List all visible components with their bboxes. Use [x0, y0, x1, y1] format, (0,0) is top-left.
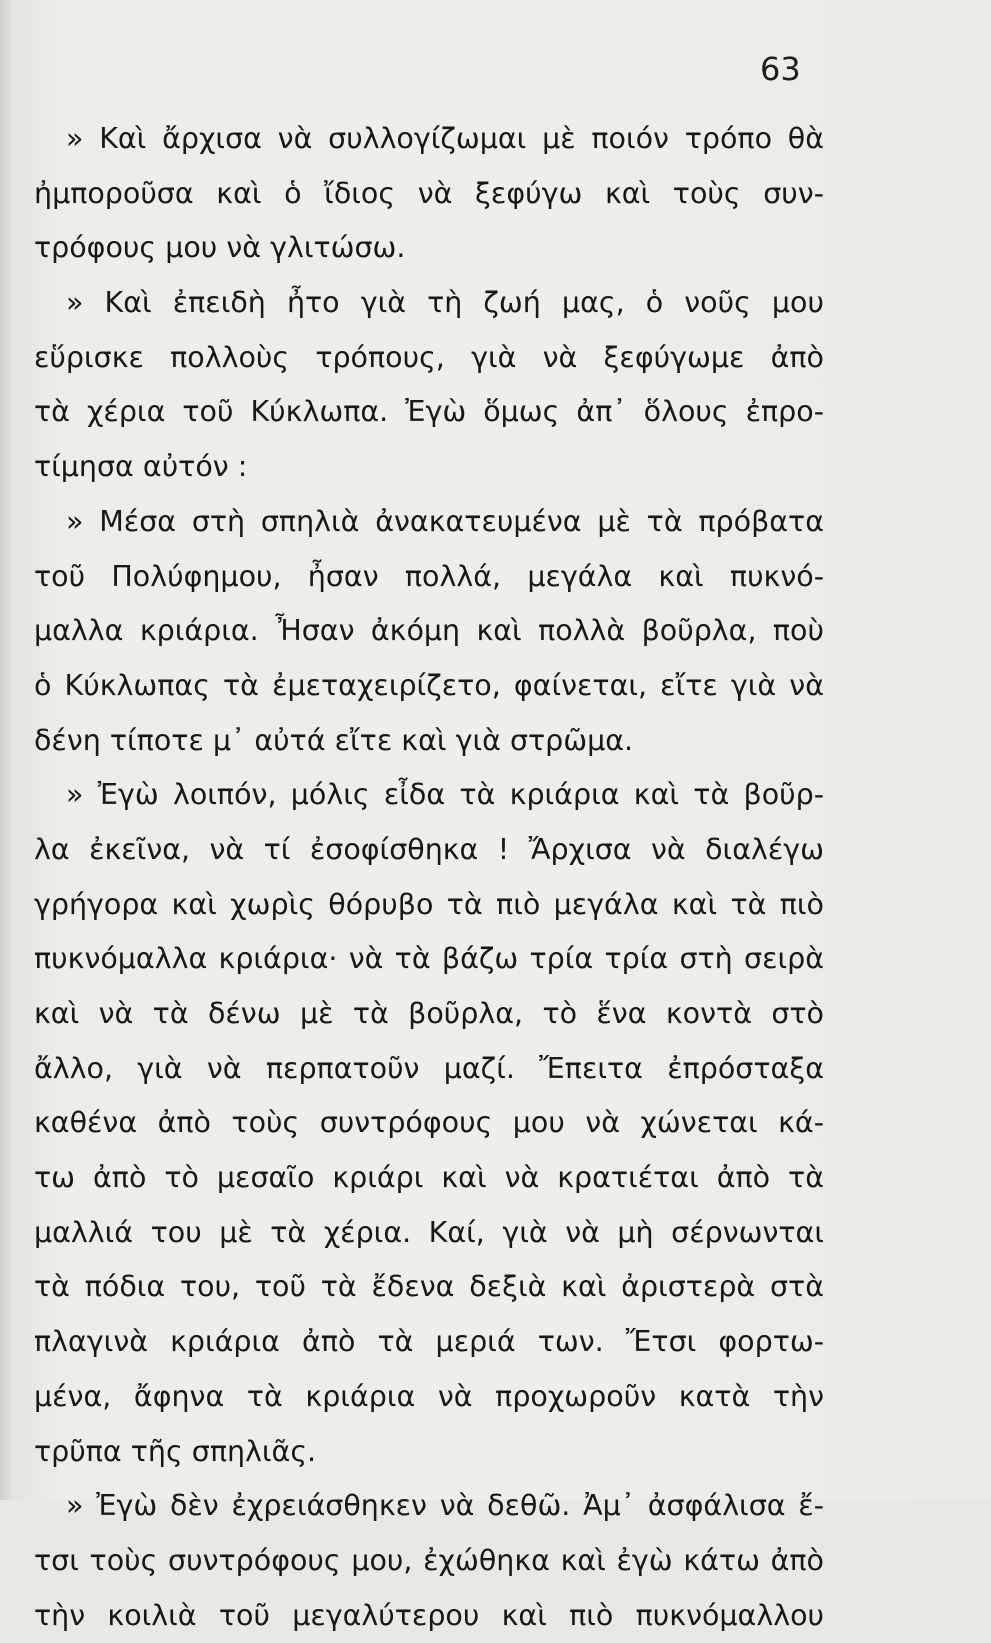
text-line: τσι τοὺς συντρόφους μου, ἐχώθηκα καὶ ἐγὼ κάτω ἀπὸ: [34, 1543, 824, 1577]
text-line: τὰ πόδια του, τοῦ τὰ ἔδενα δεξιὰ καὶ ἀριστερὰ στὰ: [34, 1270, 824, 1304]
text-line: μαλλα κριάρια. Ἦσαν ἀκόμη καὶ πολλὰ βοῦρλα, ποὺ: [34, 614, 824, 648]
text-line: » Ἐγὼ δὲν ἐχρειάσθηκεν νὰ δεθῶ. Ἀμ᾽ ἀσφάλισα ἔ-: [66, 1489, 824, 1523]
text-line: γρήγορα καὶ χωρὶς θόρυβο τὰ πιὸ μεγάλα καὶ τὰ πιὸ: [34, 887, 824, 921]
text-line: » Καὶ ἐπειδὴ ἦτο γιὰ τὴ ζωή μας, ὁ νοῦς μου: [66, 286, 824, 320]
text-line: ὁ Κύκλωπας τὰ ἐμεταχειρίζετο, φαίνεται, εἴτε γιὰ νὰ: [34, 668, 824, 702]
text-line: τρόφους μου νὰ γλιτώσω.: [34, 231, 406, 265]
body-text: [34, 112, 824, 1643]
text-line: τὴν κοιλιὰ τοῦ μεγαλύτερου καὶ πιὸ πυκνόμαλλου: [34, 1598, 824, 1632]
text-line: καθένα ἀπὸ τοὺς συντρόφους μου νὰ χώνεται κά-: [34, 1106, 824, 1140]
text-line: ἠμποροῦσα καὶ ὁ ἴδιος νὰ ξεφύγω καὶ τοὺς συν-: [34, 176, 824, 210]
text-line: » Καὶ ἄρχισα νὰ συλλογίζωμαι μὲ ποιόν τρόπο θὰ: [66, 122, 824, 155]
text-line: » Μέσα στὴ σπηλιὰ ἀνακατευμένα μὲ τὰ πρόβατα: [66, 504, 824, 538]
text-line: μένα, ἄφηνα τὰ κριάρια νὰ προχωροῦν κατὰ τὴν: [34, 1379, 824, 1413]
text-line: τοῦ Πολύφημου, ἦσαν πολλά, μεγάλα καὶ πυκνό-: [34, 559, 824, 593]
text-line: λα ἐκεῖνα, νὰ τί ἐσοφίσθηκα ! Ἄρχισα νὰ διαλέγω: [34, 832, 824, 866]
text-line: πυκνόμαλλα κριάρια· νὰ τὰ βάζω τρία τρία στὴ σειρὰ: [34, 942, 824, 976]
page-number: 63: [760, 50, 801, 88]
text-line: » Ἐγὼ λοιπόν, μόλις εἶδα τὰ κριάρια καὶ τὰ βοῦρ-: [66, 778, 824, 812]
text-line: καὶ νὰ τὰ δένω μὲ τὰ βοῦρλα, τὸ ἕνα κοντὰ στὸ: [34, 997, 824, 1030]
text-line: τρῦπα τῆς σπηλιᾶς.: [34, 1434, 317, 1468]
text-line: δένη τίποτε μ᾽ αὐτά εἴτε καὶ γιὰ στρῶμα.: [34, 723, 634, 757]
text-line: μαλλιά του μὲ τὰ χέρια. Καί, γιὰ νὰ μὴ σέρνωνται: [34, 1215, 824, 1249]
text-line: ἄλλο, γιὰ νὰ περπατοῦν μαζί. Ἔπειτα ἐπρόσταξα: [34, 1051, 824, 1085]
text-line: πλαγινὰ κριάρια ἀπὸ τὰ μεριά των. Ἔτσι φορτω-: [34, 1325, 824, 1359]
page-binding-shadow: [0, 0, 12, 1500]
text-line: τω ἀπὸ τὸ μεσαῖο κριάρι καὶ νὰ κρατιέται ἀπὸ τὰ: [34, 1161, 824, 1195]
text-line: τὰ χέρια τοῦ Κύκλωπα. Ἐγὼ ὅμως ἀπ᾽ ὅλους ἐπρο-: [34, 395, 824, 429]
text-line: τίμησα αὐτόν :: [34, 450, 248, 484]
text-line: εὕρισκε πολλοὺς τρόπους, γιὰ νὰ ξεφύγωμε ἀπὸ: [34, 340, 824, 374]
